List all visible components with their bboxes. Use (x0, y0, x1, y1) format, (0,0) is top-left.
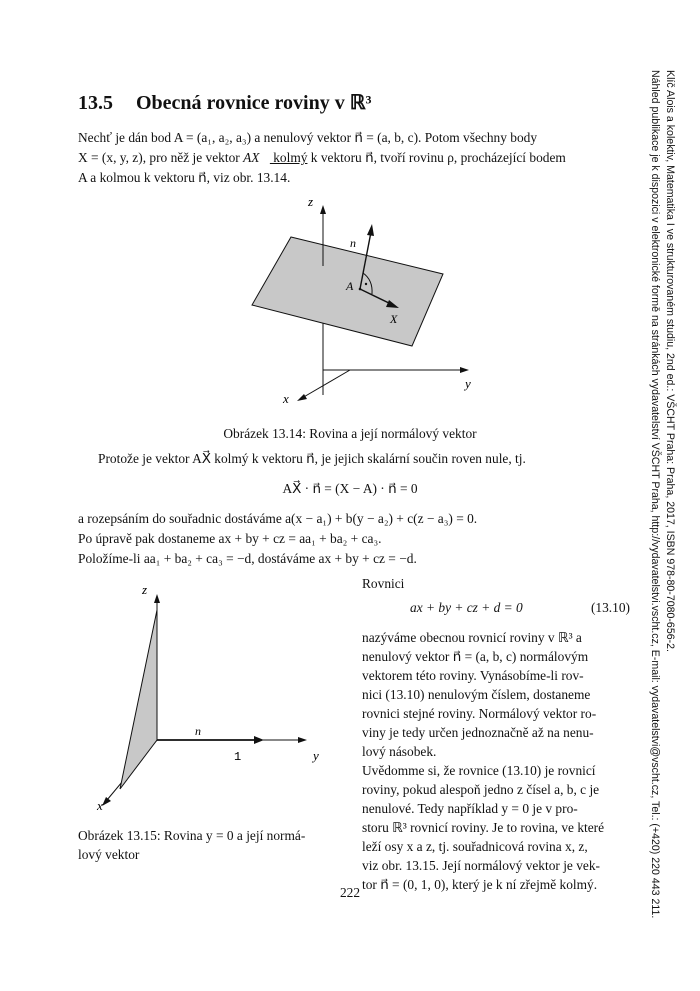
fig1-point-a (359, 288, 362, 291)
fig1-x-arrowhead (297, 394, 307, 401)
rovnici-label: Rovnici (362, 576, 405, 591)
right-column (362, 574, 630, 593)
fig2-plane (120, 610, 157, 789)
sidebar-line-1: Klíč Alois a kolektiv, Matematika I ve strukturovaném studiu, 2nd ed.: VŠCHT Praha: Praha, 2017, ISBN 978-80-7080-656-2. (664, 70, 676, 652)
section-number: 13.5 (78, 92, 113, 114)
right-line-13: viz obr. 13.15. Její normálový vektor je vek- (362, 858, 601, 873)
fig2-label-x: x (97, 798, 103, 813)
right-line-4: nici (13.10) nenulovým číslem, dostaneme (362, 687, 591, 702)
fig2-label-z: z (142, 582, 148, 597)
fig1-normal-arrowhead (367, 224, 374, 236)
kolmy-link[interactable]: kolmý (269, 150, 308, 165)
intro-line-1: Nechť je dán bod A = (a₁, a₂, a₃) a nenulový vektor n⃗ = (a, b, c). Potom všechny body (78, 130, 538, 145)
right-line-1: nazýváme obecnou rovnicí roviny v ℝ³ a (362, 630, 582, 645)
fig2-label-n: n⃗ (195, 724, 211, 738)
text2-line-1: Protože je vektor AX⃗ kolmý k vektoru n⃗, je jejich skalární součin roven nule, tj. (98, 451, 526, 466)
text2-line-3: Po úpravě pak dostaneme ax + by + cz = aa₁ + ba₂ + ca₃. (78, 531, 382, 546)
fig1-label-x-point: X (390, 312, 398, 326)
fig1-label-y: y (465, 376, 471, 391)
right-line-6: viny je tedy určen jednoznačně až na nenu- (362, 725, 594, 740)
fig1-y-arrowhead (460, 367, 469, 373)
intro-line-2-part-d: k vektoru n⃗, tvoří rovinu ρ, procházející bodem (307, 150, 566, 165)
fig2-y-arrowhead (298, 737, 307, 743)
fig1-right-angle-dot (365, 283, 367, 285)
right-column-text (362, 628, 630, 894)
text2-line-2: a rozepsáním do souřadnic dostáváme a(x − a₁) + b(y − a₂) + c(z − a₃) = 0. (78, 511, 478, 526)
fig2-z-arrowhead (154, 594, 160, 603)
fig1-label-x: x (283, 391, 289, 406)
right-line-7: lový násobek. (362, 744, 437, 759)
fig1-caption: Obrázek 13.14: Rovina a její normálový vektor (223, 426, 477, 441)
intro-line-3: A a kolmou k vektoru n⃗, viz obr. 13.14. (78, 170, 291, 185)
fig2-caption (78, 826, 348, 864)
fig1-z-arrowhead (320, 205, 326, 214)
text2-paragraph (78, 509, 622, 569)
right-line-5: rovnici stejné roviny. Normálový vektor ro- (362, 706, 597, 721)
general-equation: ax + by + cz + d = 0 (410, 600, 523, 615)
scalar-product-equation: AX⃗ · n⃗ = (X − A) · n⃗ = 0 (282, 481, 418, 496)
right-line-12: leží osy x a z, tj. souřadnicová rovina x, z, (362, 839, 588, 854)
vector-ax: AX⃗ (243, 150, 270, 165)
right-line-3: vektorem této roviny. Vynásobíme-li rov- (362, 668, 584, 683)
right-line-10: nenulové. Tedy například y = 0 je v pro- (362, 801, 578, 816)
fig2-normal-arrowhead (254, 736, 264, 744)
fig2-label-one: 1 (234, 750, 242, 764)
fig1-label-n: n⃗ (350, 236, 366, 250)
fig2-caption-line-2: lový vektor (78, 847, 140, 862)
right-line-2: nenulový vektor n⃗ = (a, b, c) normálovým (362, 649, 589, 664)
intro-line-2-part-a: X = (x, y, z), pro něž je vektor (78, 150, 244, 165)
fig2-label-y: y (313, 748, 319, 763)
page-number: 222 (339, 885, 361, 900)
equation-number: (13.10) (590, 600, 630, 615)
fig2-caption-line-1: Obrázek 13.15: Rovina y = 0 a její normá- (78, 828, 306, 843)
figure-13-15 (96, 582, 319, 813)
section-title: Obecná rovnice roviny v ℝ³ (136, 92, 372, 114)
right-line-9: roviny, pokud alespoň jedno z čísel a, b, c je (362, 782, 600, 797)
sidebar-line-2: Náhled publikace je k dispozici v elektronické formě na stránkách vydavatelství VŠCHT Praha, http://vydavatelstvi.vscht.cz, E-mail: vydavatelstvi@vscht.cz, Tel.: (+420) 220 443 211. (649, 70, 661, 919)
right-line-8: Uvědomme si, že rovnice (13.10) je rovnicí (362, 763, 596, 778)
fig1-label-a: A (346, 279, 354, 293)
fig2-x-arrowhead (102, 797, 111, 806)
right-line-11: storu ℝ³ rovnicí roviny. Je to rovina, ve které (362, 820, 605, 835)
fig1-label-z: z (308, 194, 314, 209)
fig1-x-axis (302, 370, 350, 398)
text2-line-4: Položíme-li aa₁ + ba₂ + ca₃ = −d, dostáváme ax + by + cz = −d. (78, 551, 417, 566)
right-line-14: tor n⃗ = (0, 1, 0), který je k ní zřejmě kolmý. (362, 877, 598, 892)
text2-line-1-wrap (98, 449, 622, 469)
